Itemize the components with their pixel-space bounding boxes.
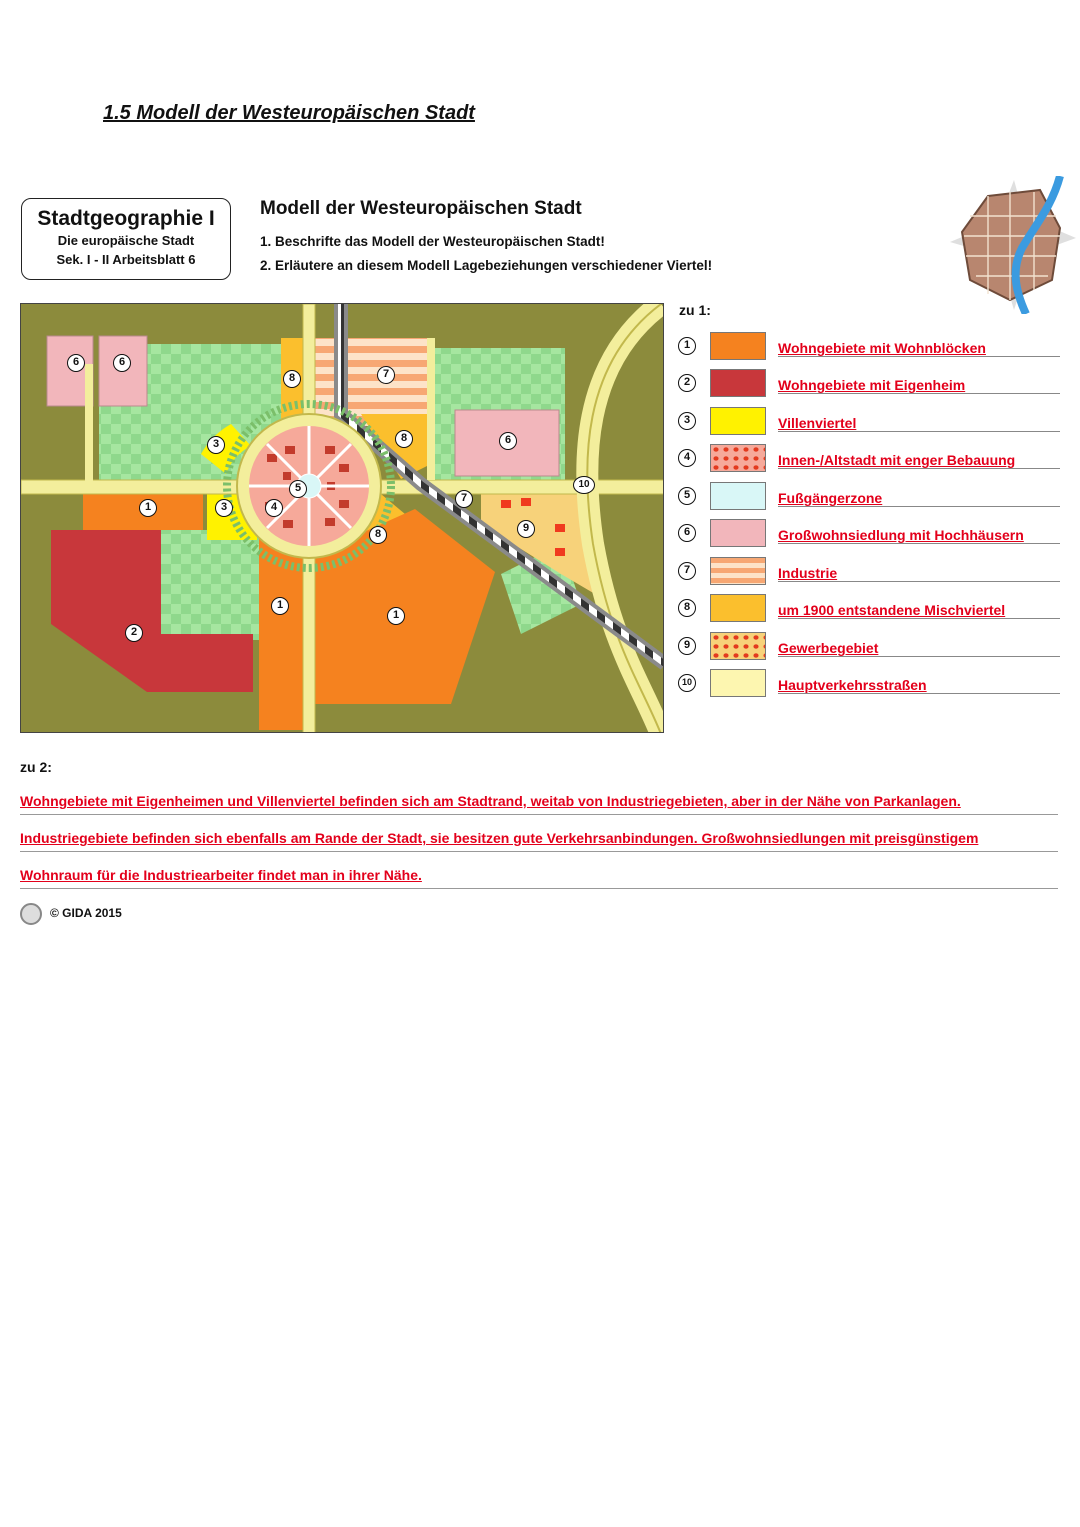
legend-row bbox=[678, 369, 1060, 399]
map-marker-10: 10 bbox=[573, 476, 595, 494]
legend-row bbox=[678, 632, 1060, 662]
city-model-map bbox=[20, 303, 664, 733]
map-marker-6: 6 bbox=[113, 354, 131, 372]
legend-label: Villenviertel bbox=[778, 415, 857, 431]
answer-text-3: Wohnraum für die Industriearbeiter findet man in ihrer Nähe. bbox=[20, 867, 422, 883]
legend-swatch bbox=[710, 557, 766, 585]
legend-row bbox=[678, 482, 1060, 512]
legend-underline bbox=[778, 506, 1060, 507]
legend-label: Großwohnsiedlung mit Hochhäusern bbox=[778, 527, 1024, 543]
zone-7-industry bbox=[313, 338, 431, 426]
task-1: 1. Beschrifte das Modell der Westeuropäischen Stadt! bbox=[260, 234, 605, 249]
map-marker-3: 3 bbox=[215, 499, 233, 517]
legend-swatch bbox=[710, 332, 766, 360]
park-southwest bbox=[161, 530, 261, 640]
series-title: Stadtgeographie I bbox=[37, 207, 215, 230]
copyright bbox=[20, 903, 122, 925]
series-subtitle: Die europäische Stadt bbox=[57, 233, 195, 248]
page-heading: 1.5 Modell der Westeuropäischen Stadt bbox=[103, 102, 475, 124]
legend-underline bbox=[778, 693, 1060, 694]
map-marker-8: 8 bbox=[283, 370, 301, 388]
map-marker-8: 8 bbox=[369, 526, 387, 544]
map-marker-1: 1 bbox=[139, 499, 157, 517]
series-box bbox=[21, 198, 231, 280]
legend-label: Gewerbegebiet bbox=[778, 640, 879, 656]
answer-text-1: Wohngebiete mit Eigenheimen und Villenviertel befinden sich am Stadtrand, weitab von Industriegebieten, aber in der Nähe von Parkanlagen. bbox=[20, 793, 961, 809]
city-map-emblem bbox=[948, 176, 1080, 314]
legend-number: 5 bbox=[678, 487, 696, 505]
legend-label: Innen-/Altstadt mit enger Bebauung bbox=[778, 452, 1016, 468]
map-marker-1: 1 bbox=[271, 597, 289, 615]
copyright-text: © GIDA 2015 bbox=[50, 906, 122, 921]
task-2: 2. Erläutere an diesem Modell Lagebeziehungen verschiedener Viertel! bbox=[260, 258, 713, 273]
map-marker-7: 7 bbox=[377, 366, 395, 384]
legend-label: Fußgängerzone bbox=[778, 490, 883, 506]
legend-number: 1 bbox=[678, 337, 696, 355]
series-level: Sek. I - II Arbeitsblatt 6 bbox=[56, 252, 196, 267]
map-marker-3: 3 bbox=[207, 436, 225, 454]
legend-number: 7 bbox=[678, 562, 696, 580]
legend-row bbox=[678, 332, 1060, 362]
sheet-title: Modell der Westeuropäischen Stadt bbox=[260, 198, 582, 219]
legend-label: Industrie bbox=[778, 565, 838, 581]
legend-heading: zu 1: bbox=[679, 302, 711, 318]
legend-underline bbox=[778, 431, 1060, 432]
gida-logo-icon bbox=[20, 903, 42, 925]
legend-row bbox=[678, 594, 1060, 624]
legend-number: 6 bbox=[678, 524, 696, 542]
legend-number: 9 bbox=[678, 637, 696, 655]
legend-number: 4 bbox=[678, 449, 696, 467]
legend-swatch bbox=[710, 407, 766, 435]
map-marker-6: 6 bbox=[499, 432, 517, 450]
legend-swatch bbox=[710, 482, 766, 510]
map-marker-4: 4 bbox=[265, 499, 283, 517]
legend-row bbox=[678, 519, 1060, 549]
map-marker-1: 1 bbox=[387, 607, 405, 625]
map-marker-8: 8 bbox=[395, 430, 413, 448]
legend-swatch bbox=[710, 632, 766, 660]
legend-underline bbox=[778, 393, 1060, 394]
map-marker-6: 6 bbox=[67, 354, 85, 372]
answer-text-2: Industriegebiete befinden sich ebenfalls am Rande der Stadt, sie besitzen gute Verkehrsanbindungen. Großwohnsiedlungen mit preisgünstigem bbox=[20, 830, 979, 846]
map-marker-9: 9 bbox=[517, 520, 535, 538]
legend-underline bbox=[778, 356, 1060, 357]
answer-heading: zu 2: bbox=[20, 759, 52, 775]
map-marker-5: 5 bbox=[289, 480, 307, 498]
legend-swatch bbox=[710, 669, 766, 697]
answer-line-3 bbox=[20, 858, 1058, 889]
map-marker-2: 2 bbox=[125, 624, 143, 642]
legend-underline bbox=[778, 543, 1060, 544]
legend-row bbox=[678, 444, 1060, 474]
legend-swatch bbox=[710, 594, 766, 622]
legend-underline bbox=[778, 656, 1060, 657]
answer-line-2 bbox=[20, 821, 1058, 852]
legend-number: 2 bbox=[678, 374, 696, 392]
legend-row bbox=[678, 407, 1060, 437]
legend-underline bbox=[778, 618, 1060, 619]
legend-row bbox=[678, 557, 1060, 587]
legend-label: Wohngebiete mit Eigenheim bbox=[778, 377, 966, 393]
legend-row bbox=[678, 669, 1060, 699]
legend-number: 3 bbox=[678, 412, 696, 430]
legend-number: 10 bbox=[678, 674, 696, 692]
map-marker-7: 7 bbox=[455, 490, 473, 508]
legend-underline bbox=[778, 581, 1060, 582]
legend-swatch bbox=[710, 519, 766, 547]
answer-line-1 bbox=[20, 784, 1058, 815]
legend-swatch bbox=[710, 444, 766, 472]
legend-swatch bbox=[710, 369, 766, 397]
legend-label: Wohngebiete mit Wohnblöcken bbox=[778, 340, 986, 356]
legend-label: um 1900 entstandene Mischviertel bbox=[778, 602, 1006, 618]
legend-label: Hauptverkehrsstraßen bbox=[778, 677, 927, 693]
legend-underline bbox=[778, 468, 1060, 469]
legend-number: 8 bbox=[678, 599, 696, 617]
